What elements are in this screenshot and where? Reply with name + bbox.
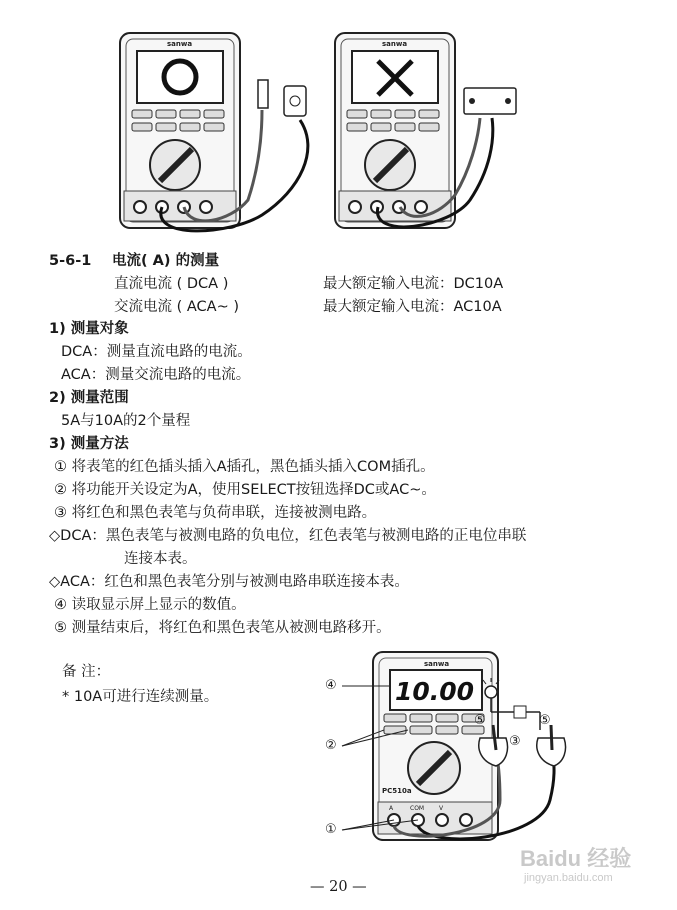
callout-4: ④ [325,678,337,693]
callout-5-right: ⑤ [539,713,551,728]
model-label: PC510a [382,787,412,795]
row-aca-label: 交流电流 ( ACA~ ) [114,299,239,315]
row-dca-label: 直流电流 ( DCA ) [114,276,229,292]
svg-text:V: V [439,805,444,812]
section-title: 电流( A) 的测量 [112,253,220,269]
callout-5-left: ⑤ [474,713,486,728]
bulb-icon [485,686,497,698]
callout-3: ③ [509,734,521,749]
notes-heading: 备 注： [62,664,111,680]
top-figures [0,0,677,250]
heading-method: 3) 测量方法 [49,436,129,452]
method-step-3: ③ 将红色和黑色表笔与负荷串联，连接被测电路。 [54,505,377,521]
brand-logo-left: sanwa [167,40,193,48]
section-number: 5-6-1 [49,253,92,269]
page-number: — 20 — [310,879,367,895]
method-step-2: ② 将功能开关设定为A，使用SELECT按钮选择DC或AC~。 [54,482,436,498]
port-v [436,814,448,826]
method-step-1: ① 将表笔的红色插头插入A插孔，黑色插头插入COM插孔。 [54,459,435,475]
watermark [520,842,670,902]
target-line-2: ACA：测量交流电路的电流。 [61,367,251,383]
load-bottom [514,706,526,718]
watermark-url: jingyan.baidu.com [524,872,613,884]
heading-target: 1) 测量对象 [49,321,129,337]
method-step-4: ④ 读取显示屏上显示的数值。 [54,597,246,613]
row-aca-spec: 最大额定输入电流：AC10A [323,299,502,315]
multimeter-left [120,33,240,228]
heading-range: 2) 测量范围 [49,390,129,406]
load-left [284,86,306,116]
brand-logo-bottom: sanwa [424,660,450,668]
method-dca-cont: 连接本表。 [124,551,197,567]
display-reading: 10.00 [395,677,475,706]
method-dca: ◇DCA：黑色表笔与被测电路的负电位，红色表笔与被测电路的正电位串联 [49,528,527,544]
multimeter-right [335,33,455,228]
svg-text:A: A [389,805,394,812]
probe-left-a [258,80,268,108]
range-line-1: 5A与10A的2个量程 [61,413,191,429]
method-step-5: ⑤ 测量结束后，将红色和黑色表笔从被测电路移开。 [54,620,391,636]
callout-1: ① [325,822,337,837]
notes-line-1: * 10A可进行连续测量。 [62,689,219,705]
bottom-figure [300,650,590,850]
callout-2: ② [325,738,337,753]
brand-logo-right: sanwa [382,40,408,48]
watermark-brand: Baidu 经验 [520,846,632,871]
target-line-1: DCA：测量直流电路的电流。 [61,344,252,360]
method-aca: ◇ACA：红色和黑色表笔分别与被测电路串联连接本表。 [49,574,409,590]
svg-text:COM: COM [410,805,425,812]
row-dca-spec: 最大额定输入电流：DC10A [323,276,504,292]
hand-right [537,725,566,766]
